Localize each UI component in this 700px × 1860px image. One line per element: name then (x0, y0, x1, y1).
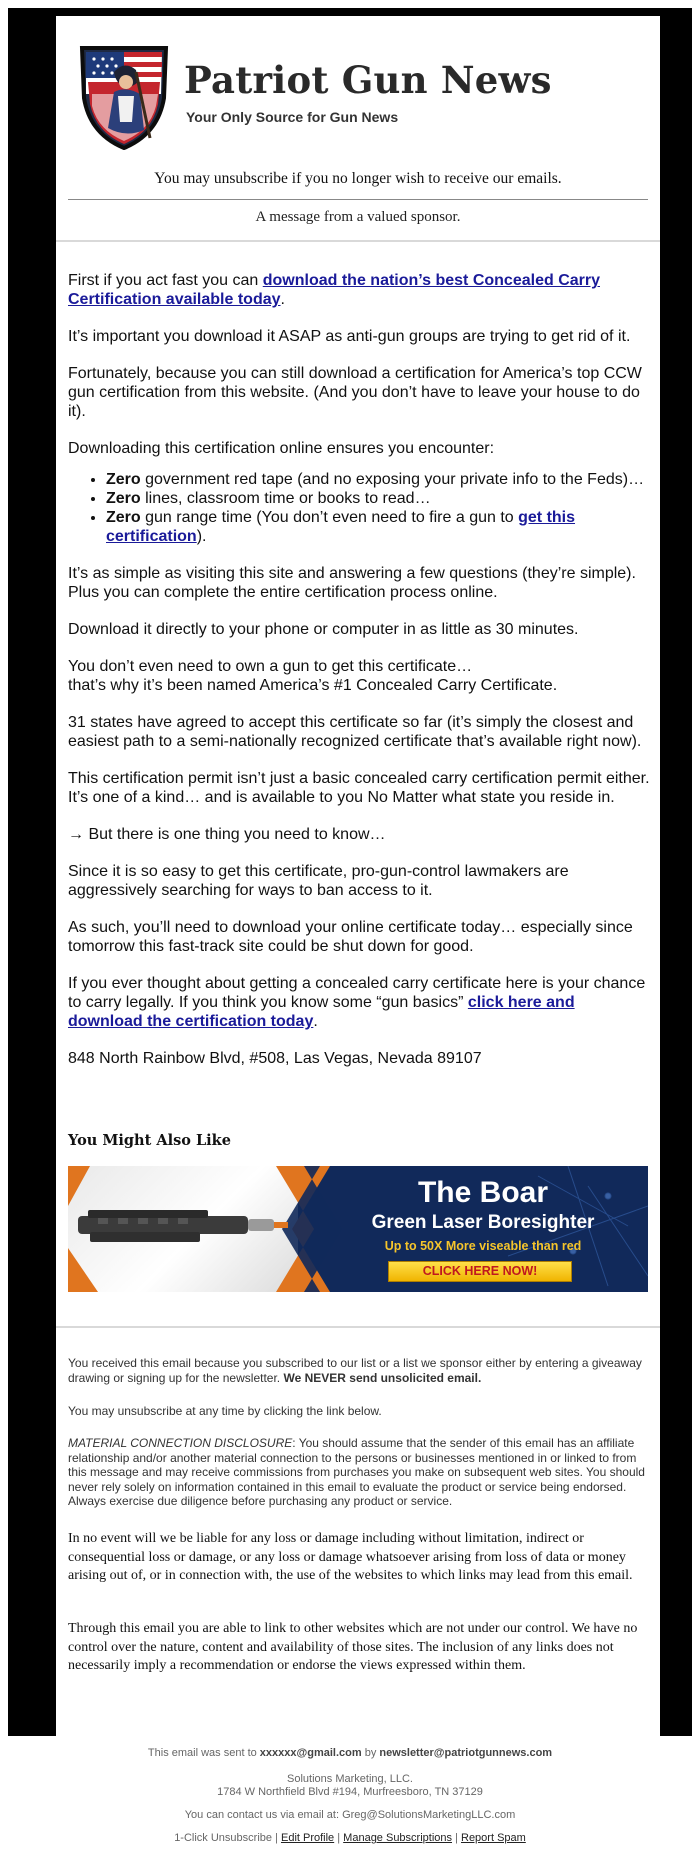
patriot-shield-logo-icon (78, 42, 170, 150)
company-address: 1784 W Northfield Blvd #194, Murfreesboro, TN 37129 (217, 1786, 483, 1798)
section-divider (56, 240, 660, 242)
bullet-text: ). (196, 528, 207, 545)
bullet-text: gun range time (You don’t even need to fire a gun to (140, 509, 519, 526)
paragraph: 31 states have agreed to accept this certificate so far (it’s simply the closest and easiest path to a semi-nationally recognized certificate that’s available right now). (68, 714, 642, 750)
brand-title: Patriot Gun News (184, 58, 552, 102)
sponsor-address: 848 North Rainbow Blvd, #508, Las Vegas, Nevada 89107 (68, 1050, 482, 1067)
edit-profile-link[interactable]: Edit Profile (280, 1832, 335, 1844)
paragraph: → But there is one thing you need to know… (68, 826, 386, 843)
liability-notice: In no event will we be liable for any loss or damage including without limitation, indirect or consequential loss or damage, or any loss or damage whatsoever arising from loss of data or money arising out of, or in connection with, the use of the websites to which links may lead from this email. (68, 1531, 633, 1583)
bullet-text: government red tape (and no exposing your private info to the Feds)… (140, 471, 645, 488)
link-separator: | (334, 1832, 344, 1844)
bullet-text: lines, classroom time or books to read… (140, 490, 431, 507)
sent-to-line (0, 1747, 700, 1759)
paragraph: Download it directly to your phone or computer in as little as 30 minutes. (68, 621, 579, 638)
bullet-bold: Zero (106, 509, 141, 526)
company-name: Solutions Marketing, LLC. (287, 1773, 413, 1785)
sent-prefix: This email was sent to (147, 1747, 260, 1759)
bullet-bold: Zero (106, 471, 141, 488)
email-body-copy (68, 271, 652, 1086)
list-item (106, 508, 652, 546)
paragraph (68, 271, 652, 309)
unsubscribe-note: You may unsubscribe if you no longer wish to receive our emails. (154, 170, 562, 187)
reason-text: You received this email because you subscribed to our list or a list we sponsor either by entering a giveaway drawing or signing up for the newsletter. (68, 1356, 642, 1385)
disclosure-text: : You should assume that the sender of this email has an affiliate relationship and/or another material connection to the persons or businesses mentioned in or linked to from this message and may receive commissions from purchases you make on subsequent web sites. You should never rely solely on information contained in this email to evaluate the product or service being endorsed. Always exercise due diligence before purchasing any product or service. (68, 1436, 645, 1508)
email-frame (8, 8, 692, 1736)
sender-email: newsletter@patriotgunnews.com (379, 1747, 553, 1759)
banner-title: The Boar (417, 1176, 549, 1209)
paragraph-text: If you ever thought about getting a concealed carry certificate here is your chance to carry legally. If you think you know some “gun basics” (68, 975, 646, 1011)
paragraph: As such, you’ll need to download your online certificate today… especially since tomorrow this fast-track site could be shut down for good. (68, 919, 633, 955)
paragraph: It’s important you download it ASAP as anti-gun groups are trying to get rid of it. (68, 328, 631, 345)
paragraph-text: that’s why it’s been named America’s #1 Concealed Carry Certificate. (68, 677, 558, 694)
link-separator: | (272, 1832, 281, 1844)
list-item (106, 470, 652, 489)
section-divider (56, 1326, 660, 1328)
paragraph-text: First if you act fast you can (68, 272, 263, 289)
unsubscribe-info: You may unsubscribe at any time by clicking the link below. (68, 1404, 382, 1418)
paragraph: Fortunately, because you can still download a certification for America’s top CCW gun certification from this website. (And you don’t have to leave your house to do it). (68, 365, 642, 420)
disclosure-label: MATERIAL CONNECTION DISCLOSURE (68, 1436, 293, 1450)
sponsor-note: A message from a valued sponsor. (255, 209, 461, 225)
manage-subscriptions-link[interactable]: Manage Subscriptions (343, 1832, 453, 1844)
benefits-list (68, 470, 652, 546)
external-links-notice: Through this email you are able to link to other websites which are not under our control. We have no control over the nature, content and availability of those sites. The inclusion of any links does not necessarily imply a recommendation or endorse the views expressed within them. (68, 1621, 638, 1673)
one-click-unsubscribe-text: 1-Click Unsubscribe (174, 1832, 272, 1844)
recipient-email: xxxxxx@gmail.com (259, 1747, 362, 1759)
paragraph (68, 657, 652, 695)
boar-boresighter-ad-banner[interactable] (68, 1166, 648, 1292)
paragraph-text: . (280, 291, 285, 308)
get-certification-link[interactable]: get this certification (106, 509, 576, 545)
banner-tagline: Up to 50X More viseable than red (384, 1239, 582, 1253)
download-certification-link[interactable]: download the nation’s best Concealed Carry Certification available today (68, 272, 600, 308)
paragraph: Downloading this certification online ensures you encounter: (68, 440, 495, 457)
banner-subtitle: Green Laser Boresighter (371, 1212, 595, 1233)
paragraph: Since it is so easy to get this certificate, pro-gun-control lawmakers are aggressively searching for ways to ban access to it. (68, 863, 569, 899)
bullet-bold: Zero (106, 490, 141, 507)
paragraph: This certification permit isn’t just a basic concealed carry certification permit either. It’s one of a kind… and is available to you No Matter what state you reside in. (68, 770, 650, 806)
report-spam-link[interactable]: Report Spam (461, 1832, 526, 1844)
list-item (106, 489, 652, 508)
subscription-reason (68, 1356, 650, 1385)
material-disclosure (68, 1436, 650, 1509)
email-header (56, 36, 660, 156)
banner-click-here-button[interactable]: CLICK HERE NOW! (388, 1261, 572, 1282)
paragraph-text: You don’t even need to own a gun to get this certificate… (68, 658, 473, 675)
paragraph (68, 974, 652, 1031)
email-sheet (56, 16, 660, 1744)
paragraph: It’s as simple as visiting this site and answering a few questions (they’re simple). Plus you can complete the entire certification process online. (68, 565, 636, 601)
sent-by-word: by (361, 1747, 380, 1759)
paragraph-text: . (313, 1013, 318, 1030)
laser-rifle-icon (78, 1210, 288, 1242)
divider (68, 199, 648, 200)
download-today-link[interactable]: click here and download the certification today (68, 994, 575, 1030)
link-separator: | (452, 1832, 461, 1844)
footer-links (0, 1832, 700, 1844)
reason-bold: We NEVER send unsolicited email. (283, 1370, 482, 1385)
brand-subtitle: Your Only Source for Gun News (186, 109, 399, 125)
contact-line: You can contact us via email at: Greg@SolutionsMarketingLLC.com (184, 1809, 516, 1821)
also-like-heading: You Might Also Like (68, 1132, 231, 1149)
